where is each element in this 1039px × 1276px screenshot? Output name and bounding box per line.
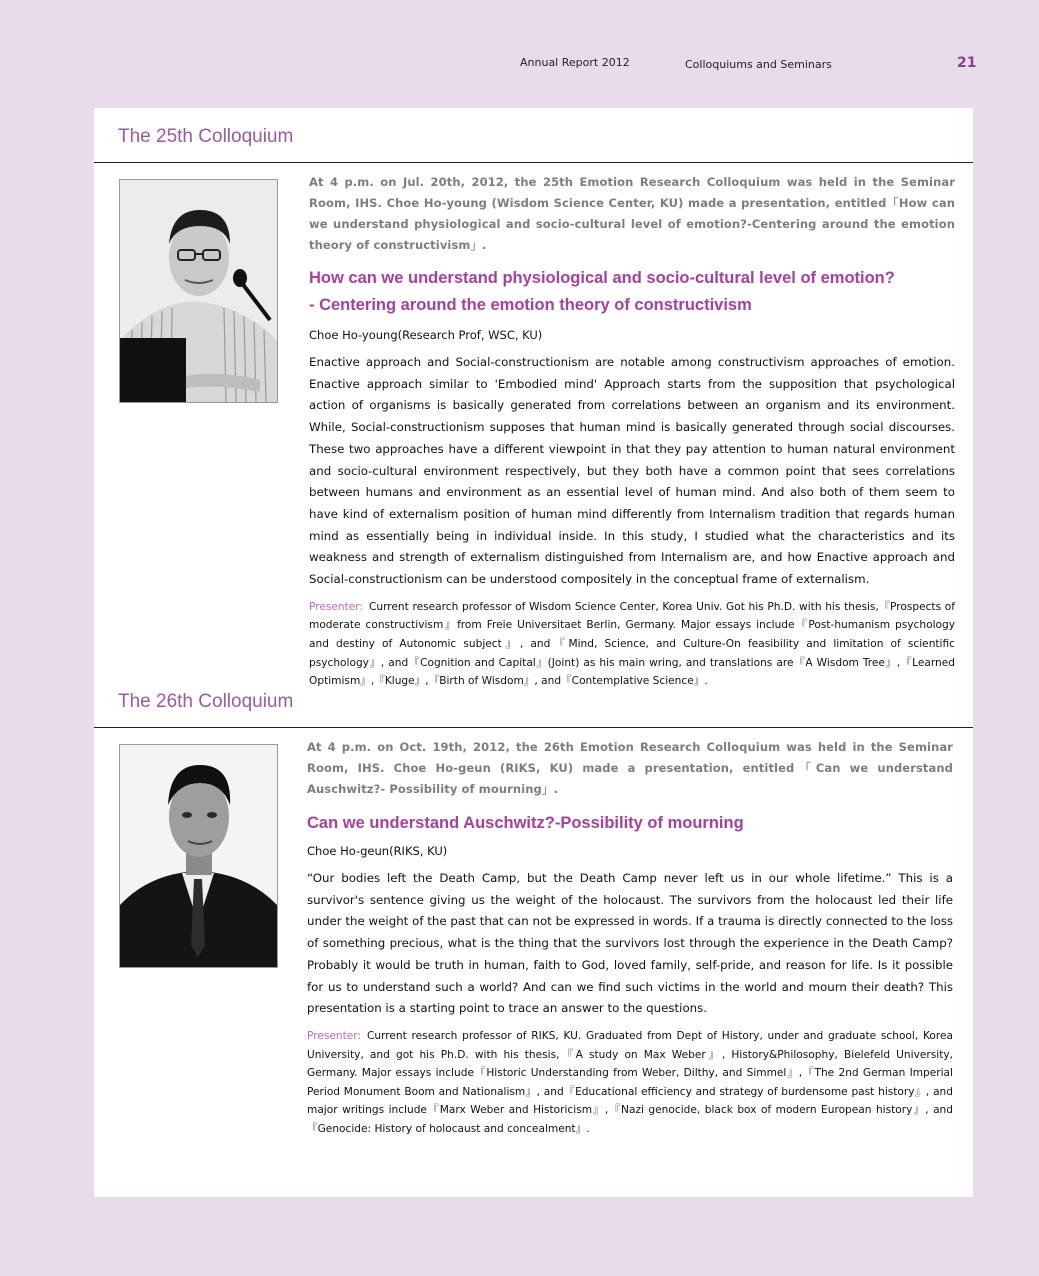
presenter-text: Current research professor of Wisdom Science Center, Korea Univ. Got his Ph.D. with his thesis,『Prospects of moderate constructivism』from Freie Universitaet Berlin, Germany. Major essays include『Post-humanism psychology and destiny of Autonomic subject』, and『Mind, Science, and Culture-On feasibility and limitation of scientific psychology』, and『Cognition and Capital』(Joint) as his main wring, and translations are『A Wisdom Tree』,『Learned Optimism』,『Kluge』,『Birth of Wisdom』, and『Contemplative Science』. (309, 600, 955, 688)
speaker-name: Choe Ho-geun(RIKS, KU) (307, 844, 448, 858)
abstract-paragraph: Enactive approach and Social-constructionism are notable among constructivism approaches of emotion. Enactive approach similar to 'Embodied mind' Approach starts from the supposition that psychological action of organisms is basically generated from correlations between an organism and its environment. While, Social-constructionism supposes that human mind is basically generated through social discourses. These two approaches have a different viewpoint in that they pay attention to human natural environment and socio-cultural environment respectively, but they both have a common point that sees correlations between humans and environment as an essential level of human mind. And also both of them seem to have kind of externalism position of human mind differently from Internalism tradition that regards human mind as essentially being in individual inside. In this study, I studied what the characteristics and its weakness and strength of externalism distinguished from Internalism are, and how Enactive approach and Social-constructionism can be understood compositely in the conceptual frame of externalism. (309, 355, 955, 587)
running-head-section: Colloquiums and Seminars (685, 58, 832, 71)
page-number: 21 (957, 55, 977, 71)
content-panel (94, 108, 973, 1197)
section-heading-25th: The 25th Colloquium (118, 126, 294, 147)
abstract-paragraph: “Our bodies left the Death Camp, but the Death Camp never left us in our whole lifetime.” This is a survivor's sentence giving us the weight of the holocaust. The survivors from the holocaust led their life under the weight of the past that can not be expressed in words. If a trauma is directly connected to the loss of something precious, what is the thing that the survivors lost through the experience in the Death Camp? Probably it would be truth in human, faith to God, loved family, self-pride, and reason for life. Is it possible for us to understand such a world? And can we find such victims in the world and mourn their death? This presentation is a starting point to trace an answer to the questions. (307, 871, 953, 1016)
speaker-photo-choe-ho-young (119, 179, 278, 403)
presenter-label: Presenter: (307, 1029, 362, 1042)
colloquium-26-content (307, 737, 953, 1138)
talk-title: Can we understand Auschwitz?-Possibility of mourning (307, 814, 744, 832)
presenter-bio (309, 598, 955, 691)
colloquium-25-content (309, 172, 955, 691)
intro-paragraph: At 4 p.m. on Oct. 19th, 2012, the 26th Emotion Research Colloquium was held in the Seminar Room, IHS. Choe Ho-geun (RIKS, KU) made a presentation, entitled「Can we understand Auschwitz?- Possibility of mourning」. (307, 740, 953, 796)
talk-title-line-1: How can we understand physiological and socio-cultural level of emotion? (309, 269, 895, 287)
speaker-photo-choe-ho-geun (119, 744, 278, 968)
speaker-name: Choe Ho-young(Research Prof, WSC, KU) (309, 328, 543, 342)
running-head-report: Annual Report 2012 (520, 56, 630, 69)
presenter-label: Presenter: (309, 600, 364, 613)
presenter-text: Current research professor of RIKS, KU. Graduated from Dept of History, under and graduate school, Korea University, and got his Ph.D. with his thesis,『A study on Max Weber』, History&Philosophy, Bielefeld University, Germany. Major essays include『Historic Understanding from Weber, Dilthy, and Simmel』,『The 2nd German Imperial Period Monument Boom and Nationalism』, and『Educational efficiency and strategy of burdensome past history』, and major writings include『Marx Weber and Historicism』,『Nazi genocide, black box of modern European history』, and『Genocide: History of holocaust and concealment』. (307, 1029, 953, 1135)
section-heading-26th: The 26th Colloquium (118, 691, 294, 712)
presenter-bio (307, 1027, 953, 1139)
section-divider (94, 162, 973, 163)
talk-title-line-2: - Centering around the emotion theory of constructivism (309, 296, 752, 314)
intro-paragraph: At 4 p.m. on Jul. 20th, 2012, the 25th Emotion Research Colloquium was held in the Seminar Room, IHS. Choe Ho-young (Wisdom Science Center, KU) made a presentation, entitled「How can we understand physiological and socio-cultural level of emotion?-Centering around the emotion theory of constructivism」. (309, 175, 955, 252)
section-divider (94, 727, 973, 728)
